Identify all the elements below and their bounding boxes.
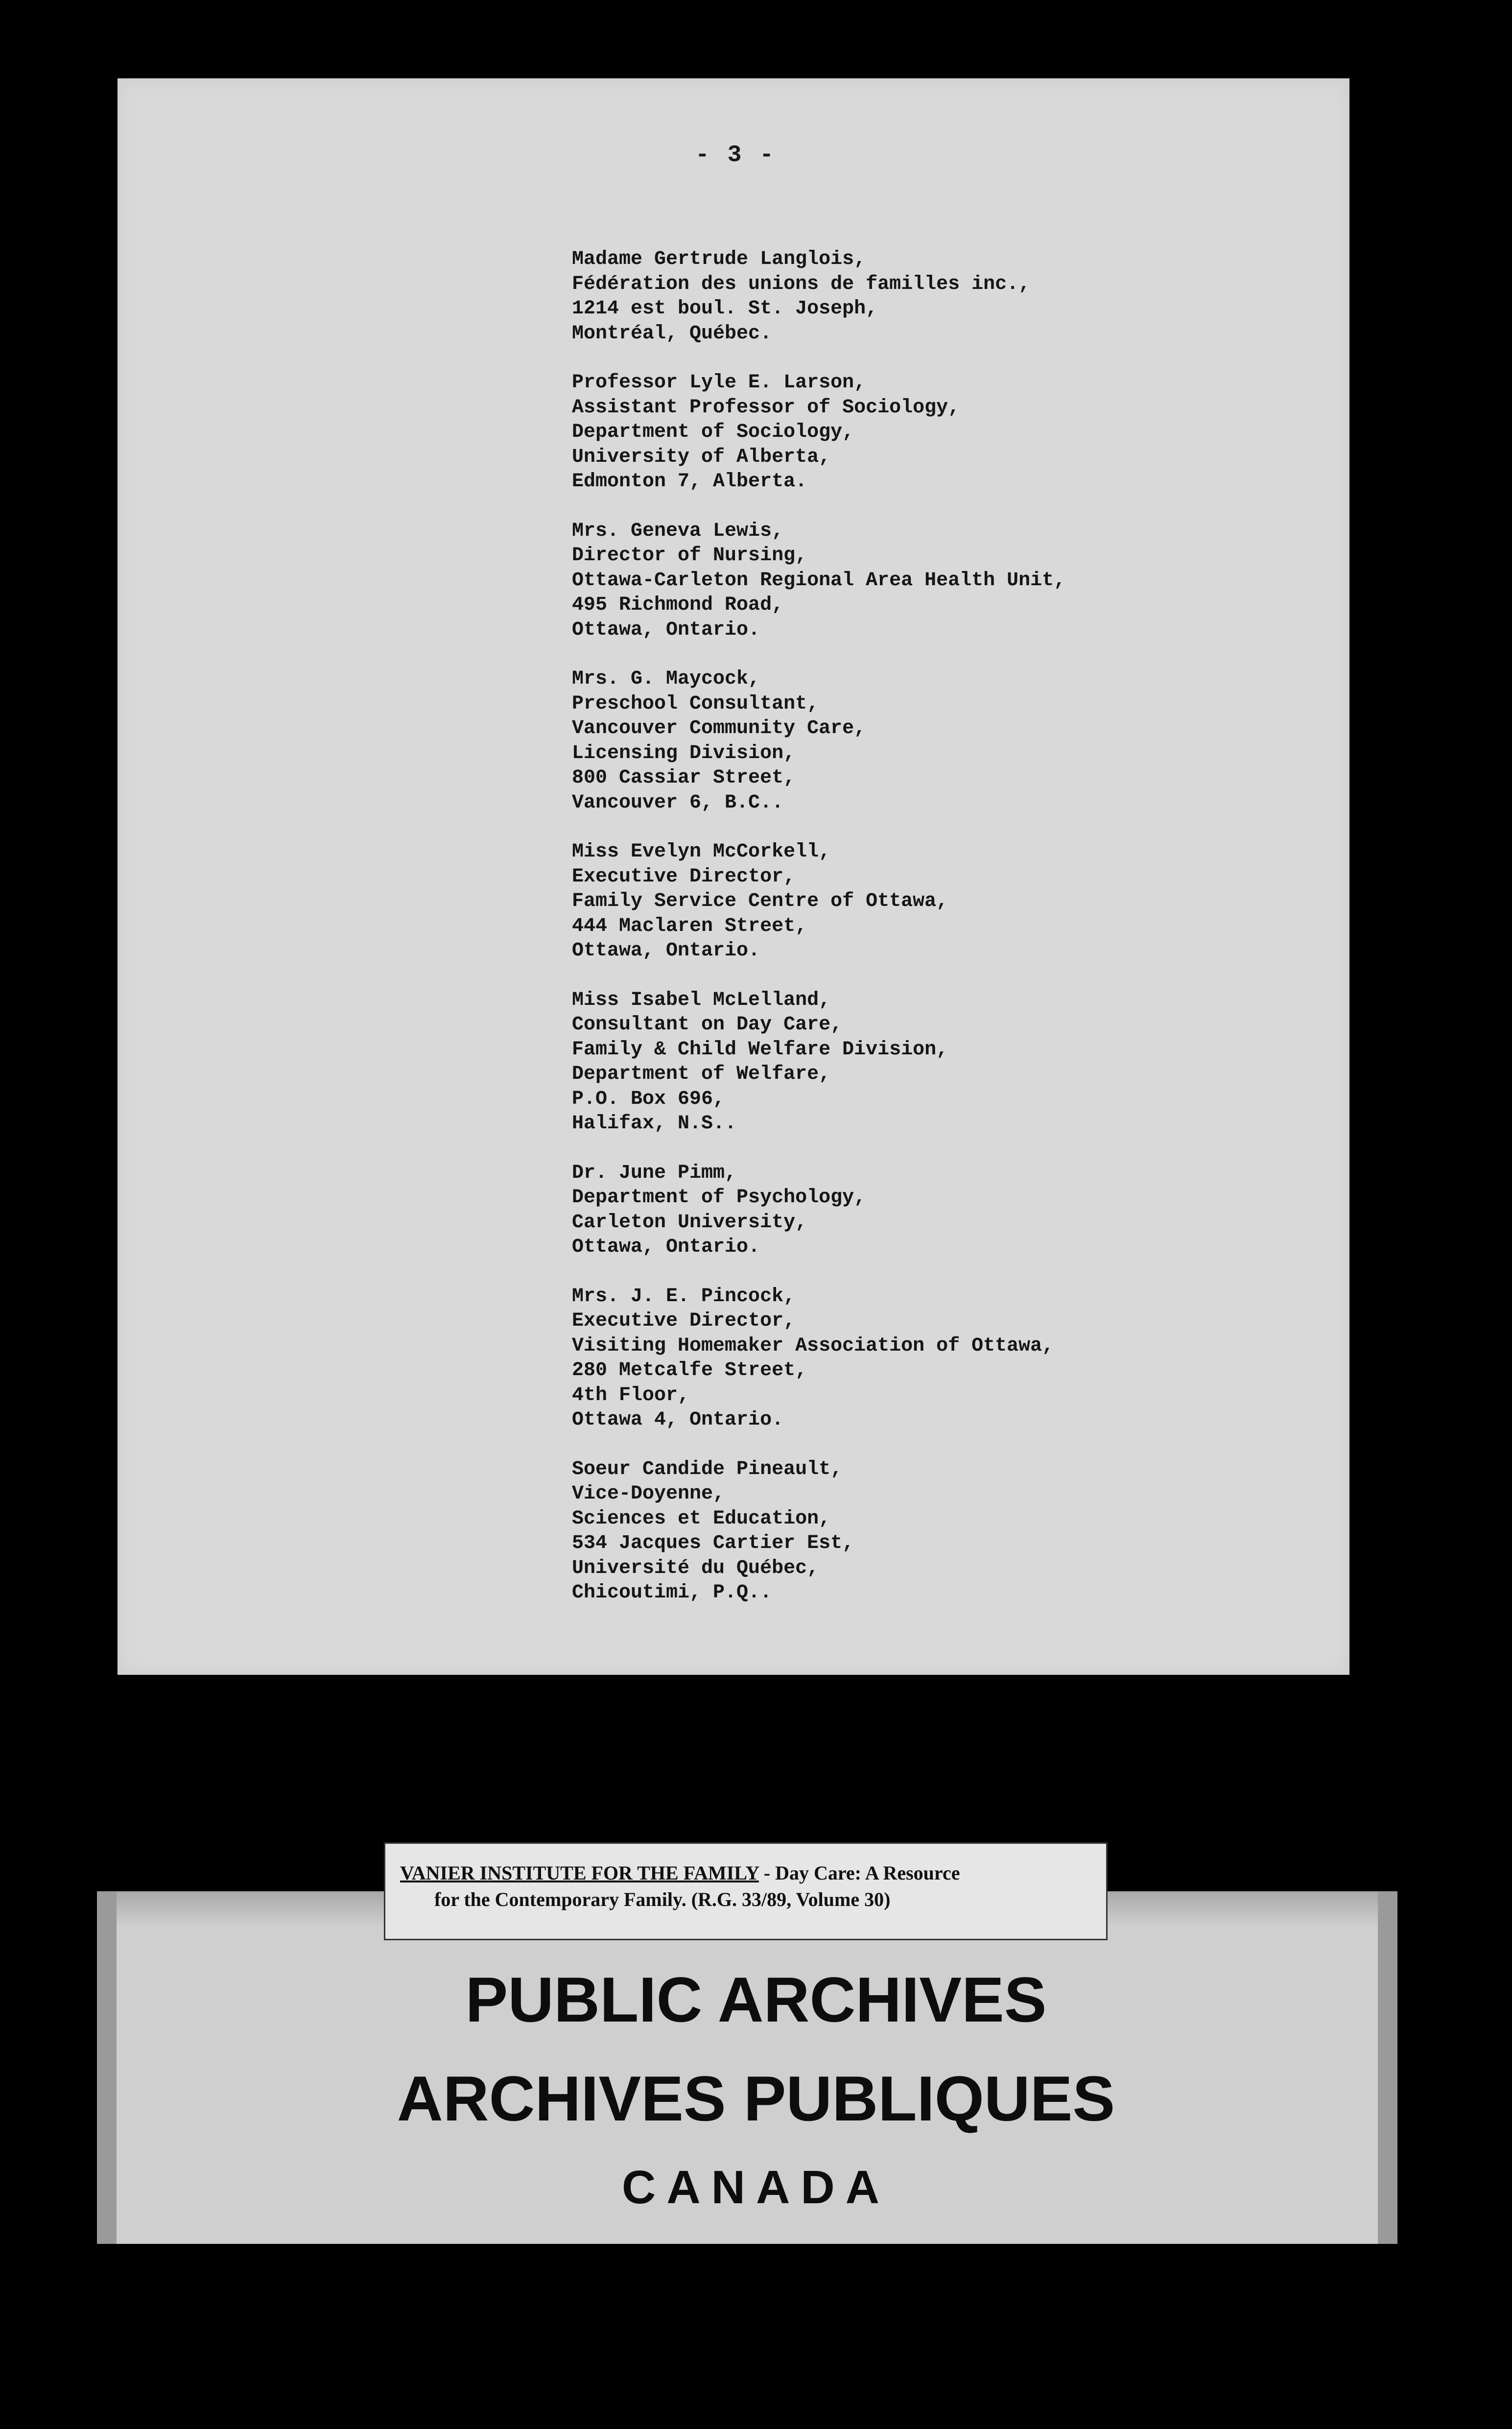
- address-line: Professor Lyle E. Larson,: [572, 372, 866, 394]
- address-line: Miss Isabel McLelland,: [572, 989, 831, 1011]
- caption-subtitle: - Day Care: A Resource: [758, 1862, 960, 1884]
- caption-tab: [384, 1842, 1108, 1940]
- address-line: Université du Québec,: [572, 1557, 819, 1579]
- address-line: Edmonton 7, Alberta.: [572, 471, 807, 493]
- address-line: P.O. Box 696,: [572, 1088, 725, 1110]
- address-line: Director of Nursing,: [572, 545, 807, 567]
- address-line: Mrs. G. Maycock,: [572, 668, 760, 690]
- address-line: Dr. June Pimm,: [572, 1162, 737, 1184]
- address-line: 444 Maclaren Street,: [572, 915, 807, 937]
- address-line: Ottawa, Ontario.: [572, 1236, 760, 1258]
- address-line: Family Service Centre of Ottawa,: [572, 890, 948, 912]
- address-line: Preschool Consultant,: [572, 692, 819, 715]
- address-entry: [572, 988, 1306, 1137]
- address-line: Montréal, Québec.: [572, 322, 772, 345]
- address-line: 534 Jacques Cartier Est,: [572, 1532, 854, 1554]
- address-entry: [572, 1285, 1306, 1433]
- address-line: Halifax, N.S..: [572, 1113, 737, 1135]
- address-line: Mrs. J. E. Pincock,: [572, 1285, 796, 1308]
- address-line: 800 Cassiar Street,: [572, 767, 796, 789]
- address-entry: [572, 247, 1306, 346]
- address-line: Department of Welfare,: [572, 1063, 831, 1085]
- document-page: [118, 78, 1349, 1675]
- page-number: - 3 -: [695, 142, 776, 168]
- address-line: Soeur Candide Pineault,: [572, 1458, 843, 1480]
- address-entry: [572, 519, 1306, 643]
- address-line: Department of Sociology,: [572, 421, 854, 443]
- address-line: Fédération des unions de familles inc.,: [572, 273, 1031, 295]
- address-line: Ottawa, Ontario.: [572, 940, 760, 962]
- address-line: Chicoutimi, P.Q..: [572, 1582, 772, 1604]
- address-line: Assistant Professor of Sociology,: [572, 396, 960, 419]
- address-entry: [572, 371, 1306, 495]
- caption-line-1: [400, 1861, 960, 1884]
- address-line: Sciences et Education,: [572, 1507, 831, 1530]
- address-line: Madame Gertrude Langlois,: [572, 248, 866, 270]
- address-line: Miss Evelyn McCorkell,: [572, 841, 831, 863]
- address-entry: [572, 1457, 1306, 1606]
- address-line: Mrs. Geneva Lewis,: [572, 520, 784, 542]
- address-line: 280 Metcalfe Street,: [572, 1359, 807, 1381]
- address-line: Ottawa-Carleton Regional Area Health Unit,: [572, 569, 1066, 592]
- caption-title: VANIER INSTITUTE FOR THE FAMILY: [400, 1862, 759, 1884]
- address-line: Ottawa 4, Ontario.: [572, 1409, 784, 1431]
- address-line: Vancouver Community Care,: [572, 717, 866, 739]
- archive-label-french: ARCHIVES PUBLIQUES: [397, 2063, 1115, 2134]
- address-line: Ottawa, Ontario.: [572, 619, 760, 641]
- address-entry: [572, 1161, 1306, 1260]
- address-entry: [572, 840, 1306, 964]
- address-entry: [572, 667, 1306, 815]
- address-line: Visiting Homemaker Association of Ottawa,: [572, 1334, 1054, 1357]
- address-line: Department of Psychology,: [572, 1187, 866, 1209]
- address-line: Licensing Division,: [572, 742, 796, 764]
- address-line: Family & Child Welfare Division,: [572, 1038, 948, 1061]
- address-line: 4th Floor,: [572, 1384, 690, 1406]
- archive-label-country: CANADA: [622, 2161, 890, 2214]
- address-line: Executive Director,: [572, 1310, 796, 1332]
- address-line: University of Alberta,: [572, 446, 831, 468]
- address-line: 495 Richmond Road,: [572, 594, 784, 616]
- address-line: Carleton University,: [572, 1211, 807, 1234]
- address-line: Consultant on Day Care,: [572, 1014, 843, 1036]
- address-line: 1214 est boul. St. Joseph,: [572, 298, 878, 320]
- address-line: Vice-Doyenne,: [572, 1483, 725, 1505]
- address-list: [572, 247, 1306, 1630]
- archive-label-english: PUBLIC ARCHIVES: [465, 1964, 1047, 2035]
- address-line: Executive Director,: [572, 865, 796, 888]
- caption-line-2: for the Contemporary Family. (R.G. 33/89, Volume 30): [434, 1888, 891, 1910]
- address-line: Vancouver 6, B.C..: [572, 791, 784, 814]
